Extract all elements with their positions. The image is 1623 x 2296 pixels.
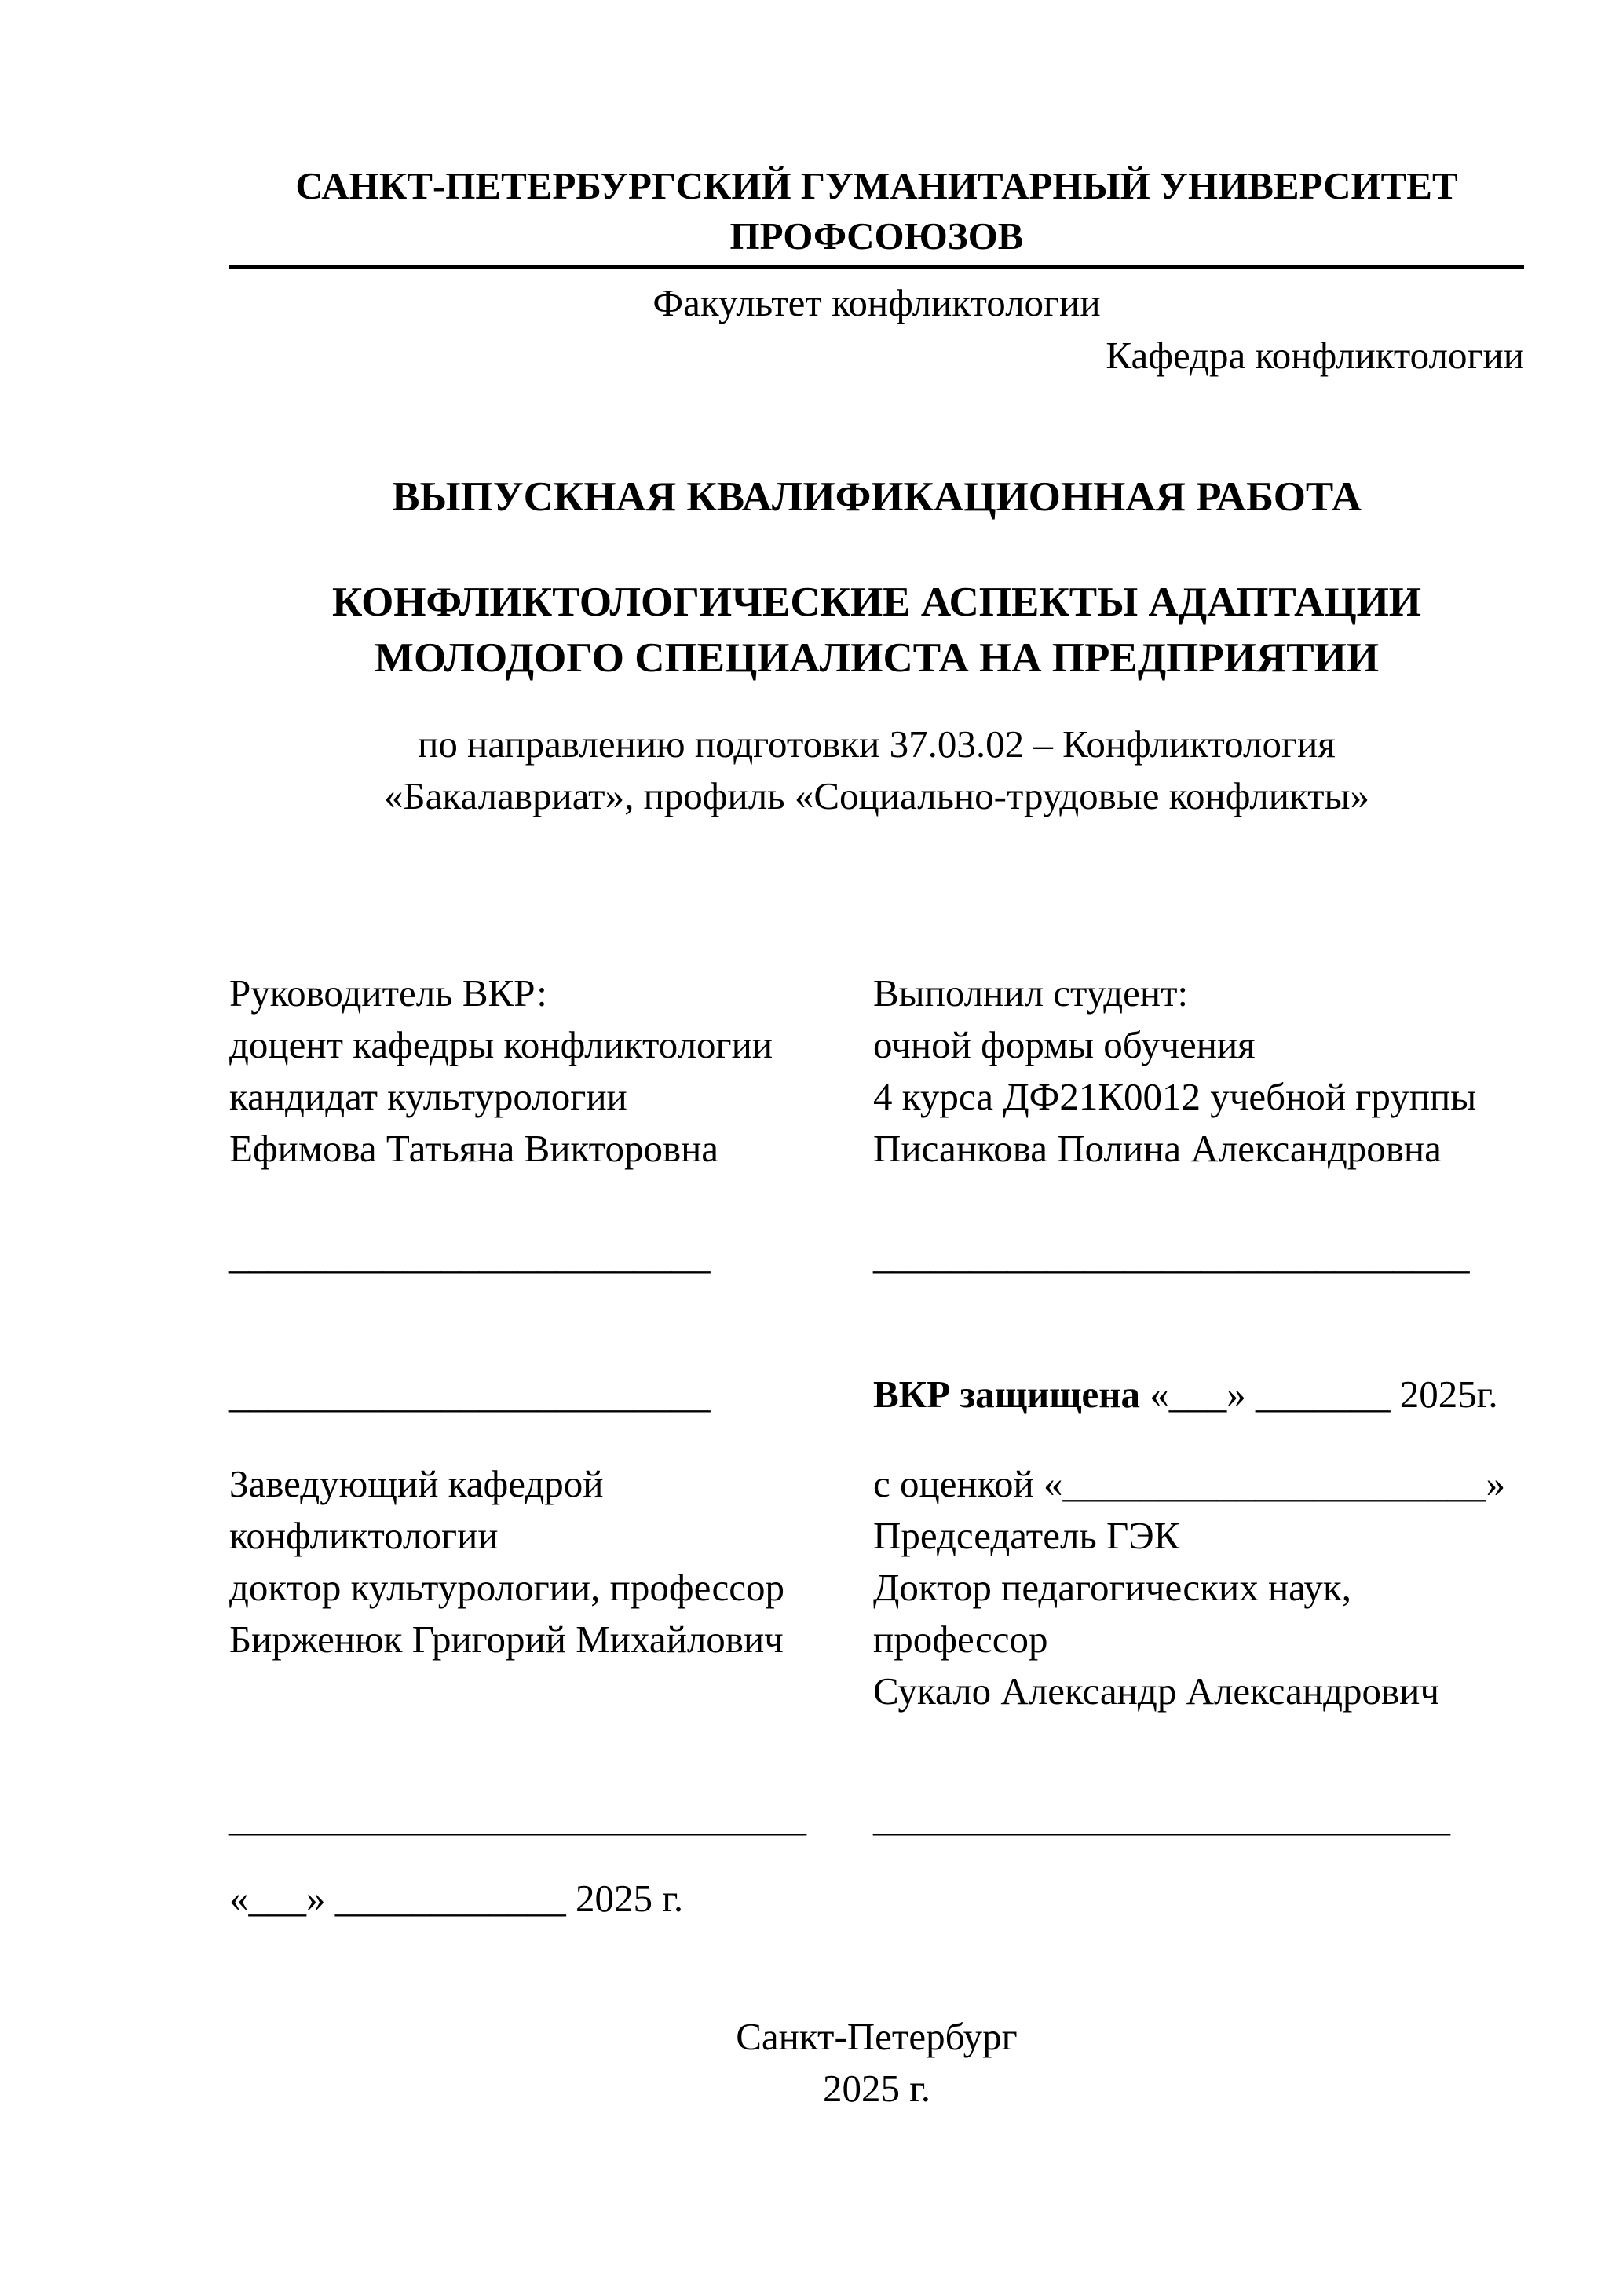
university-name: САНКТ-ПЕТЕРБУРГСКИЙ ГУМАНИТАРНЫЙ УНИВЕРСИТЕТ ПРОФСОЮЗОВ: [229, 161, 1524, 269]
department-name: Кафедра конфликтологии: [1106, 333, 1524, 377]
work-type-heading: ВЫПУСКНАЯ КВАЛИФИКАЦИОННАЯ РАБОТА: [392, 473, 1362, 520]
head-degree: доктор культурологии, профессор: [229, 1566, 785, 1610]
program-info: [229, 718, 1524, 822]
student-block: [873, 967, 1524, 1175]
student-signature-line: _______________________________: [873, 1234, 1470, 1278]
head-of-department-block: [229, 1458, 1524, 1718]
chairman-degree-line2: профессор: [873, 1618, 1048, 1662]
signature-row-2: [229, 1792, 1524, 1844]
roles-block: [229, 967, 1524, 1175]
supervisor-signature-line: _________________________: [229, 1234, 711, 1278]
supervisor-label: Руководитель ВКР:: [229, 971, 547, 1015]
student-study-form: очной формы обучения: [873, 1023, 1256, 1067]
chairman-degree-line1: Доктор педагогических наук,: [873, 1566, 1351, 1610]
defense-date-blank: «___» _______ 2025г.: [1150, 1372, 1498, 1416]
defense-label: ВКР защищена: [873, 1372, 1141, 1416]
supervisor-degree: кандидат культурологии: [229, 1075, 627, 1119]
program-profile: «Бакалавриат», профиль «Социально-трудовые конфликты»: [384, 773, 1369, 817]
student-name: Писанкова Полина Александровна: [873, 1127, 1442, 1171]
program-direction: по направлению подготовки 37.03.02 – Конфликтология: [418, 722, 1336, 766]
thesis-title: КОНФЛИКТОЛОГИЧЕСКИЕ АСПЕКТЫ АДАПТАЦИИ МОЛОДОГО СПЕЦИАЛИСТА НА ПРЕДПРИЯТИИ: [331, 579, 1422, 682]
footer-block: [229, 2011, 1524, 2115]
faculty-name: Факультет конфликтологии: [652, 281, 1101, 325]
head-name: Бирженюк Григорий Михайлович: [229, 1618, 784, 1662]
chairman-title: Председатель ГЭК: [873, 1513, 1180, 1557]
head-signature-line-1: _________________________: [229, 1372, 711, 1416]
supervisor-name: Ефимова Татьяна Викторовна: [229, 1127, 719, 1171]
student-label: Выполнил студент:: [873, 971, 1189, 1015]
supervisor-position: доцент кафедры конфликтологии: [229, 1023, 773, 1067]
defense-grade-block: [873, 1458, 1524, 1718]
chairman-name: Сукало Александр Александрович: [873, 1669, 1440, 1713]
head-title-line1: Заведующий кафедрой: [229, 1461, 604, 1505]
chairman-signature-line: ______________________________: [873, 1796, 1450, 1840]
head-date-line: «___» ____________ 2025 г.: [229, 1876, 684, 1920]
head-title-line2: конфликтологии: [229, 1513, 499, 1557]
city: Санкт-Петербург: [736, 2014, 1018, 2058]
student-group: 4 курса ДФ21К0012 учебной группы: [873, 1075, 1477, 1119]
grade-line: с оценкой «______________________»: [873, 1461, 1505, 1505]
supervisor-block: [229, 967, 873, 1175]
year: 2025 г.: [822, 2066, 931, 2110]
defense-row: [229, 1369, 1524, 1420]
title-page-content: [229, 161, 1524, 2115]
signature-row-1: [229, 1230, 1524, 1281]
head-signature-line-2: ______________________________: [229, 1796, 806, 1840]
head-of-department-info: [229, 1458, 873, 1718]
